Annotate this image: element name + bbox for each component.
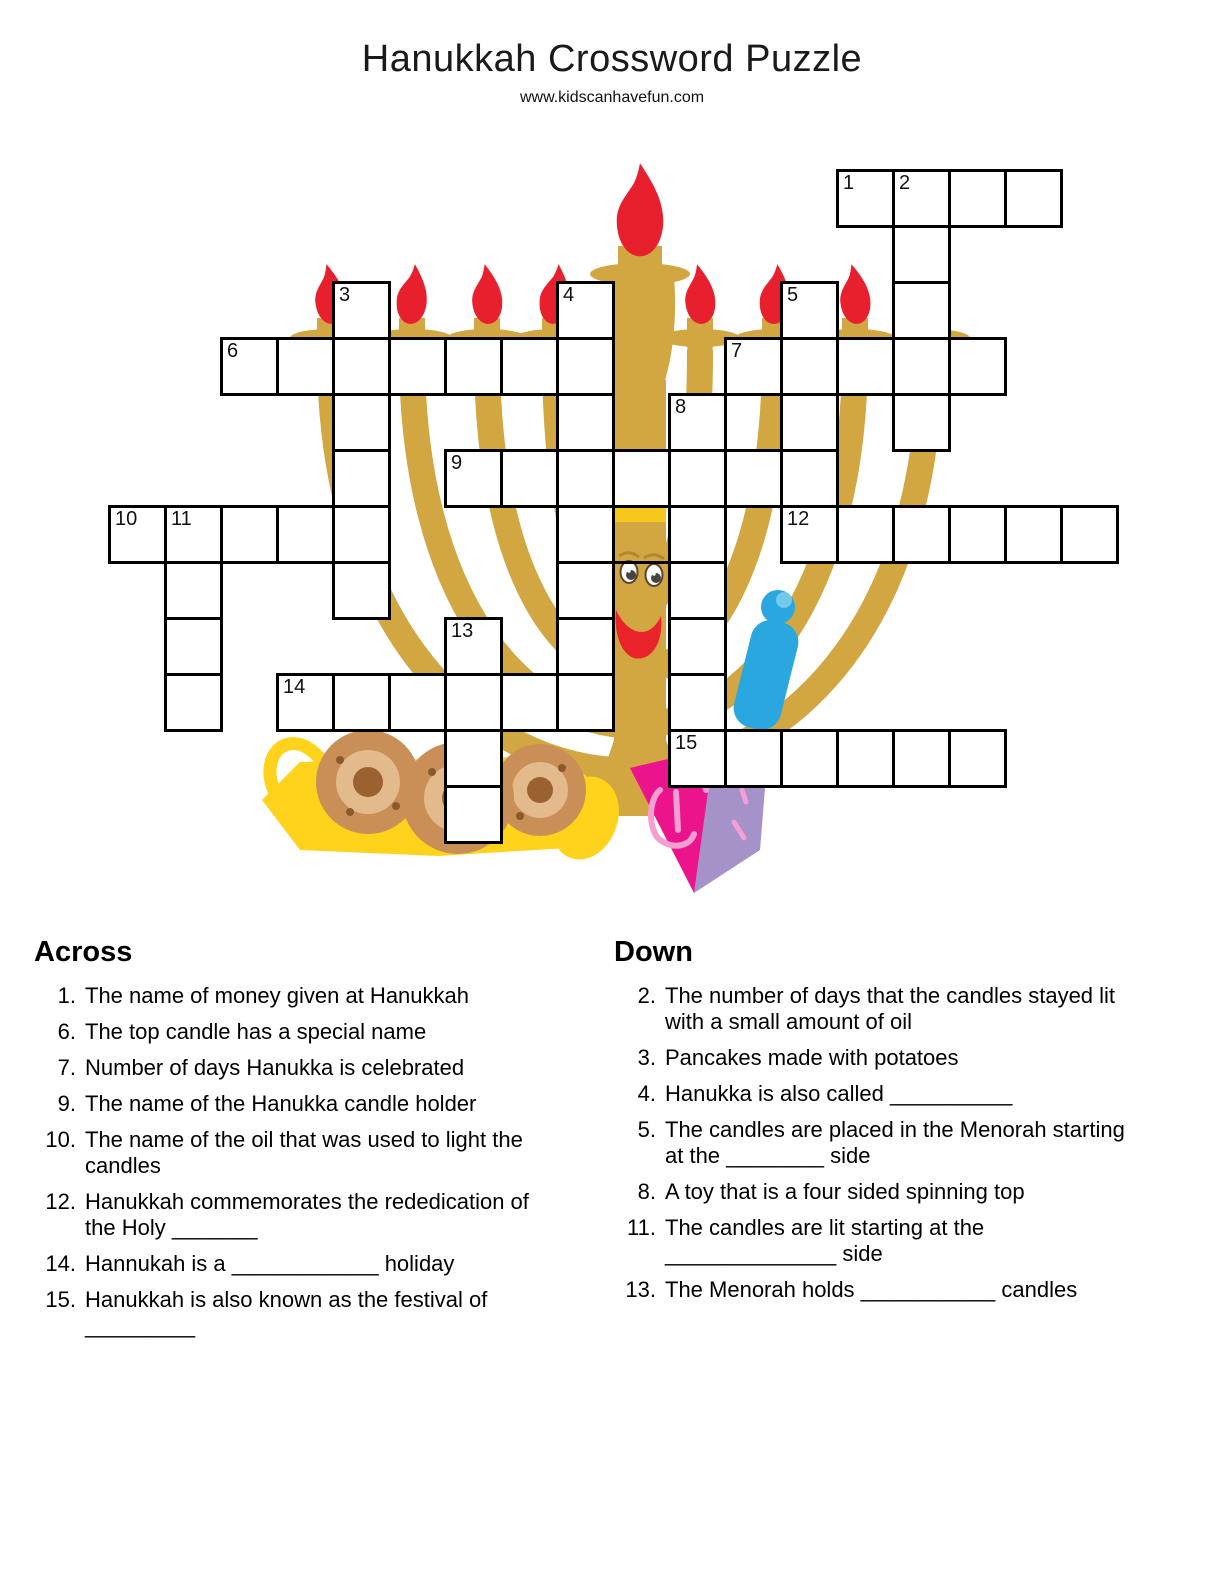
crossword-cell[interactable] [500,673,559,732]
clue-number: 4. [637,1081,656,1106]
crossword-cell[interactable] [164,505,223,564]
crossword-cell[interactable] [1004,505,1063,564]
crossword-cell[interactable] [332,337,391,396]
crossword-cell[interactable] [780,337,839,396]
crossword-cell[interactable] [556,337,615,396]
crossword-cell[interactable] [556,673,615,732]
crossword-cell[interactable] [948,729,1007,788]
cell-number: 3 [339,284,351,306]
cell-number: 14 [283,676,306,698]
site-url: www.kidscanhavefun.com [519,89,705,106]
crossword-cell[interactable] [444,449,503,508]
crossword-cell[interactable] [388,337,447,396]
clue-item [30,983,596,1009]
crossword-cell[interactable] [780,449,839,508]
cell-number: 12 [787,508,810,530]
crossword-cell[interactable] [892,337,951,396]
clue-number: 5. [637,1117,656,1142]
crossword-cell[interactable] [892,393,951,452]
crossword-cell[interactable] [444,337,503,396]
crossword-cell[interactable] [948,337,1007,396]
cell-number: 4 [563,284,575,306]
crossword-cell[interactable] [780,729,839,788]
crossword-cell[interactable] [1060,505,1119,564]
crossword-cell[interactable] [780,281,839,340]
crossword-cell[interactable] [164,561,223,620]
clue-number: 8. [637,1179,656,1204]
clue-number: 9. [57,1091,76,1116]
clue-item [30,1251,596,1277]
clue-item [610,1081,1210,1107]
clue-number: 7. [57,1055,76,1080]
clue-item [610,1215,1210,1267]
clue-item [30,1055,596,1081]
clue-number: 14. [45,1251,76,1276]
clue-text: The Menorah holds ___________ candles [665,1277,1078,1302]
clue-text: Number of days Hanukka is celebrated [85,1055,465,1080]
crossword-cell[interactable] [556,281,615,340]
crossword-cell[interactable] [500,449,559,508]
crossword-cell[interactable] [332,561,391,620]
crossword-cell[interactable] [500,337,559,396]
clue-item [30,1287,596,1339]
clue-text: The name of the oil that was used to light the candles [85,1127,523,1178]
crossword-cell[interactable] [892,281,951,340]
crossword-cell[interactable] [724,449,783,508]
crossword-cell[interactable] [668,673,727,732]
crossword-cell[interactable] [612,449,671,508]
page-header [0,38,1224,107]
crossword-cell[interactable] [668,729,727,788]
crossword-cell[interactable] [780,393,839,452]
crossword-cell[interactable] [108,505,167,564]
clue-text: Hannukah is a ____________ holiday [85,1251,455,1276]
down-clues-section [610,936,1210,1313]
crossword-cell[interactable] [892,505,951,564]
clue-item [610,1045,1210,1071]
cell-number: 15 [675,732,698,754]
crossword-cell[interactable] [220,337,279,396]
clue-text: The candles are lit starting at the ______________ side [665,1215,985,1266]
clue-text: The number of days that the candles stayed lit with a small amount of oil [665,983,1116,1034]
crossword-cell[interactable] [948,505,1007,564]
clue-number: 6. [57,1019,76,1044]
clue-text: The name of money given at Hanukkah [85,983,470,1008]
crossword-cell[interactable] [332,673,391,732]
clue-text: The candles are placed in the Menorah starting at the ________ side [665,1117,1125,1168]
clue-number: 1. [57,983,76,1008]
clue-number: 2. [637,983,656,1008]
clue-number: 15. [45,1287,76,1312]
cell-number: 9 [451,452,463,474]
across-clues-section [30,936,596,1349]
cell-number: 6 [227,340,239,362]
crossword-ghost-cell [612,505,671,564]
crossword-cell[interactable] [892,225,951,284]
clue-text: The top candle has a special name [85,1019,427,1044]
crossword-cell[interactable] [892,729,951,788]
clue-text: Pancakes made with potatoes [665,1045,959,1070]
crossword-cell[interactable] [836,505,895,564]
cell-number: 1 [843,172,855,194]
down-clue-list [610,983,1210,1303]
across-header: Across [34,936,133,968]
clue-item [30,1019,596,1045]
clue-text: The name of the Hanukka candle holder [85,1091,477,1116]
crossword-cell[interactable] [332,505,391,564]
cell-number: 8 [675,396,687,418]
crossword-cell[interactable] [892,169,951,228]
crossword-cell[interactable] [276,673,335,732]
crossword-cell[interactable] [444,617,503,676]
cell-number: 7 [731,340,743,362]
crossword-cell[interactable] [668,393,727,452]
crossword-cell[interactable] [836,169,895,228]
page-title: Hanukkah Crossword Puzzle [361,38,863,80]
crossword-cell[interactable] [164,617,223,676]
crossword-cell[interactable] [388,673,447,732]
crossword-cell[interactable] [164,673,223,732]
crossword-cell[interactable] [556,505,615,564]
crossword-cell[interactable] [556,449,615,508]
crossword-cell[interactable] [836,729,895,788]
cell-number: 2 [899,172,911,194]
crossword-cell[interactable] [780,505,839,564]
crossword-cell[interactable] [948,169,1007,228]
crossword-cell[interactable] [332,393,391,452]
crossword-cell[interactable] [276,337,335,396]
clue-number: 12. [45,1189,76,1214]
clue-text: A toy that is a four sided spinning top [665,1179,1025,1204]
cell-number: 13 [451,620,474,642]
crossword-cell[interactable] [444,785,503,844]
crossword-cell[interactable] [220,505,279,564]
clue-text: Hanukka is also called __________ [665,1081,1013,1106]
crossword-cell[interactable] [556,393,615,452]
crossword-cell[interactable] [668,561,727,620]
crossword-cell[interactable] [724,729,783,788]
crossword-cell[interactable] [332,281,391,340]
clue-item [30,1091,596,1117]
crossword-cell[interactable] [724,337,783,396]
crossword-cell[interactable] [668,449,727,508]
crossword-cell[interactable] [836,337,895,396]
crossword-cell[interactable] [1004,169,1063,228]
cell-number: 10 [115,508,138,530]
clue-item [610,1179,1210,1205]
clue-number: 13. [625,1277,656,1302]
clue-item [610,983,1210,1035]
crossword-cell[interactable] [668,505,727,564]
clue-item [30,1127,596,1179]
cell-number: 11 [171,508,192,530]
down-header: Down [614,936,693,968]
crossword-cell[interactable] [444,673,503,732]
clue-item [610,1117,1210,1169]
clue-number: 10. [45,1127,76,1152]
clue-text: Hanukkah commemorates the rededication of the Holy _______ [85,1189,529,1240]
crossword-cell[interactable] [556,617,615,676]
clue-number: 11. [627,1215,656,1240]
across-clue-list [30,983,596,1339]
cell-number: 5 [787,284,799,306]
clue-item [610,1277,1210,1303]
crossword-cell[interactable] [556,561,615,620]
clue-text: Hanukkah is also known as the festival of _________ [85,1287,488,1338]
crossword-cell[interactable] [332,449,391,508]
crossword-cell[interactable] [276,505,335,564]
crossword-cell[interactable] [668,617,727,676]
clue-number: 3. [637,1045,656,1070]
crossword-cell[interactable] [444,729,503,788]
clue-item [30,1189,596,1241]
